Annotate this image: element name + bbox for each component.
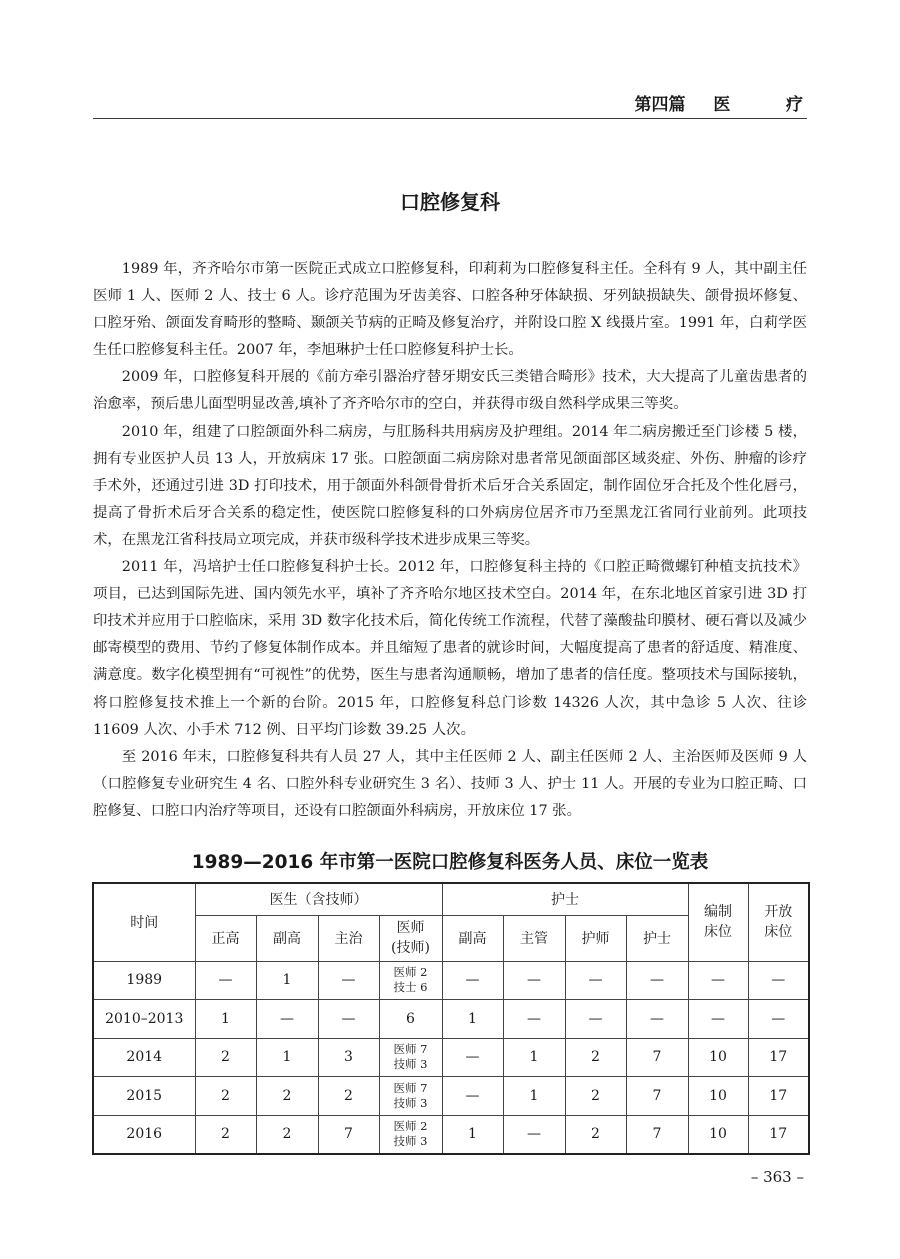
table-row <box>93 961 809 1000</box>
cell-attending: — <box>318 1000 379 1039</box>
cell-n-associate: 1 <box>442 1000 503 1039</box>
cell-senior: 2 <box>195 1115 256 1154</box>
cell-physician-line1: 医师 2 <box>393 965 428 980</box>
cell-n-staff: — <box>626 1000 688 1039</box>
header-doc-physician <box>379 915 442 961</box>
header-doc-senior: 正高 <box>195 915 256 961</box>
cell-time: 1989 <box>93 961 195 1000</box>
cell-physician <box>379 1077 442 1116</box>
body-text <box>93 256 807 825</box>
paragraph: 2009 年，口腔修复科开展的《前方牵引器治疗替牙期安氏三类错合畸形》技术，大大提高了儿童齿患者的治愈率，预后患儿面型明显改善,填补了齐齐哈尔市的空白，并获得市级自然科学成果三等奖。 <box>93 369 807 413</box>
cell-n-senior: 2 <box>565 1038 626 1077</box>
cell-budget-beds: 10 <box>688 1038 748 1077</box>
cell-open-beds: — <box>748 1000 809 1039</box>
cell-time: 2010–2013 <box>93 1000 195 1039</box>
cell-n-charge: — <box>503 961 565 1000</box>
cell-n-senior: 2 <box>565 1115 626 1154</box>
table-header-row <box>93 883 809 915</box>
header-doc-physician-line1: 医师 <box>396 920 425 936</box>
header-open-beds-line1: 开放 <box>764 904 793 921</box>
header-budget-beds-line1: 编制 <box>704 904 732 921</box>
cell-open-beds: 17 <box>748 1077 809 1116</box>
cell-senior: 1 <box>195 1000 256 1039</box>
header-nurses-group: 护士 <box>442 883 688 915</box>
cell-open-beds: 17 <box>748 1115 809 1154</box>
cell-open-beds: — <box>748 961 809 1000</box>
cell-n-associate: — <box>442 961 503 1000</box>
table-title: 1989—2016 年市第一医院口腔修复科医务人员、床位一览表 <box>191 852 709 873</box>
cell-n-charge: — <box>503 1115 565 1154</box>
cell-physician-line1: 医师 7 <box>393 1042 428 1057</box>
header-nurse-associate: 副高 <box>442 915 503 961</box>
header-nurse-staff: 护士 <box>626 915 688 961</box>
cell-budget-beds: 10 <box>688 1115 748 1154</box>
header-doc-physician-line2: (技师) <box>391 940 430 956</box>
cell-physician-line2: 技师 3 <box>393 1134 428 1148</box>
cell-associate: 1 <box>256 1038 318 1077</box>
cell-n-senior: — <box>565 1000 626 1039</box>
table-row <box>93 1115 809 1154</box>
cell-attending: 2 <box>318 1077 379 1116</box>
cell-physician-line2: 技士 6 <box>393 980 428 995</box>
cell-attending: 7 <box>318 1115 379 1154</box>
cell-associate: — <box>256 1000 318 1039</box>
cell-senior: — <box>195 961 256 1000</box>
header-open-beds-line2: 床位 <box>764 924 793 941</box>
cell-budget-beds: — <box>688 1000 748 1039</box>
header-time: 时间 <box>93 883 195 961</box>
header-doc-attending: 主治 <box>318 915 379 961</box>
header-open-beds <box>748 883 809 961</box>
cell-n-senior: 2 <box>565 1077 626 1116</box>
staff-table <box>92 882 810 1155</box>
cell-associate: 2 <box>256 1077 318 1116</box>
cell-time: 2016 <box>93 1115 195 1154</box>
cell-physician-line1: 医师 7 <box>393 1080 428 1095</box>
header-budget-beds <box>688 883 748 961</box>
cell-budget-beds: 10 <box>688 1077 748 1116</box>
table-row <box>93 1038 809 1077</box>
paragraph: 1989 年，齐齐哈尔市第一医院正式成立口腔修复科，印莉莉为口腔修复科主任。全科有 9 人，其中副主任医师 1 人、医师 2 人、技士 6 人。诊疗范围为牙齿美容、口腔各种牙体缺损、牙列缺损缺失、颌骨损坏修复、口腔牙殆、颌面发育畸形的整畸、颞颌关节病的正畸及修复治疗，并附设口腔 X 线摄片室。1991 年，白莉学医生任口腔修复科主任。2007 年，李旭琳护士任口腔修复科护士长。 <box>93 261 807 359</box>
cell-physician <box>379 961 442 1000</box>
header-nurse-charge: 主管 <box>503 915 565 961</box>
section-title: 口腔修复科 <box>400 190 500 214</box>
cell-physician-line1: 医师 2 <box>393 1119 428 1133</box>
cell-attending: — <box>318 961 379 1000</box>
cell-physician-line2: 技师 3 <box>393 1095 428 1110</box>
header-budget-beds-line2: 床位 <box>704 924 732 941</box>
cell-n-staff: — <box>626 961 688 1000</box>
cell-n-charge: 1 <box>503 1038 565 1077</box>
table-row <box>93 1000 809 1039</box>
cell-n-associate: — <box>442 1077 503 1116</box>
cell-attending: 3 <box>318 1038 379 1077</box>
cell-n-staff: 7 <box>626 1077 688 1116</box>
cell-associate: 1 <box>256 961 318 1000</box>
cell-n-staff: 7 <box>626 1115 688 1154</box>
header-doc-associate: 副高 <box>256 915 318 961</box>
cell-time: 2014 <box>93 1038 195 1077</box>
cell-n-charge: 1 <box>503 1077 565 1116</box>
cell-physician: 6 <box>379 1000 442 1039</box>
table-row <box>93 1077 809 1116</box>
cell-n-associate: — <box>442 1038 503 1077</box>
cell-associate: 2 <box>256 1115 318 1154</box>
cell-time: 2015 <box>93 1077 195 1116</box>
cell-n-charge: — <box>503 1000 565 1039</box>
running-head <box>93 84 807 119</box>
running-head-label: 第四篇 医 疗 <box>634 95 803 115</box>
cell-budget-beds: — <box>688 961 748 1000</box>
cell-physician <box>379 1115 442 1154</box>
paragraph: 2011 年，冯培护士任口腔修复科护士长。2012 年，口腔修复科主持的《口腔正畸微螺钉种植支抗技术》项目，已达到国际先进、国内领先水平，填补了齐齐哈尔地区技术空白。2014 年，在东北地区首家引进 3D 打印技术并应用于口腔临床，采用 3D 数字化技术后，简化传统工作流程，代替了藻酸盐印膜材、硬石膏以及减少邮寄模型的费用、节约了修复体制作成本。并且缩短了患者的就诊时间，大幅度提高了患者的舒适度、精准度、满意度。数字化模型拥有“可视性”的优势，医生与患者沟通顺畅，增加了患者的信任度。整项技术与国际接轨，将口腔修复技术推上一个新的台阶。2015 年，口腔修复科总门诊数 14326 人次，其中急诊 5 人次、往诊 11609 人次、小手术 712 例、日平均门诊数 39.25 人次。 <box>93 559 807 738</box>
cell-senior: 2 <box>195 1077 256 1116</box>
cell-open-beds: 17 <box>748 1038 809 1077</box>
cell-n-associate: 1 <box>442 1115 503 1154</box>
paragraph: 至 2016 年末，口腔修复科共有人员 27 人，其中主任医师 2 人、副主任医师 2 人、主治医师及医师 9 人（口腔修复专业研究生 4 名、口腔外科专业研究生 3 名）、技师 3 人、护士 11 人。开展的专业为口腔正畸、口腔修复、口腔口内治疗等项目，还设有口腔颌面外科病房，开放床位 17 张。 <box>93 748 807 819</box>
page-number: – 363 – <box>750 1168 804 1186</box>
header-nurse-senior: 护师 <box>565 915 626 961</box>
cell-n-staff: 7 <box>626 1038 688 1077</box>
cell-senior: 2 <box>195 1038 256 1077</box>
paragraph: 2010 年，组建了口腔颌面外科二病房，与肛肠科共用病房及护理组。2014 年二病房搬迁至门诊楼 5 楼，拥有专业医护人员 13 人，开放病床 17 张。口腔颌面二病房除对患者常见颌面部区域炎症、外伤、肿瘤的诊疗手术外，还通过引进 3D 打印技术，用于颌面外科颌骨骨折术后牙合关系固定，制作固位牙合托及个性化唇弓，提高了骨折术后牙合关系的稳定性，使医院口腔修复科的口外病房位居齐市乃至黑龙江省同行业前列。此项技术，在黑龙江省科技局立项完成，并获市级科学技术进步成果三等奖。 <box>93 423 807 548</box>
cell-n-senior: — <box>565 961 626 1000</box>
header-doctors-group: 医生（含技师） <box>195 883 442 915</box>
cell-physician <box>379 1038 442 1077</box>
cell-physician-line2: 技师 3 <box>393 1057 428 1072</box>
